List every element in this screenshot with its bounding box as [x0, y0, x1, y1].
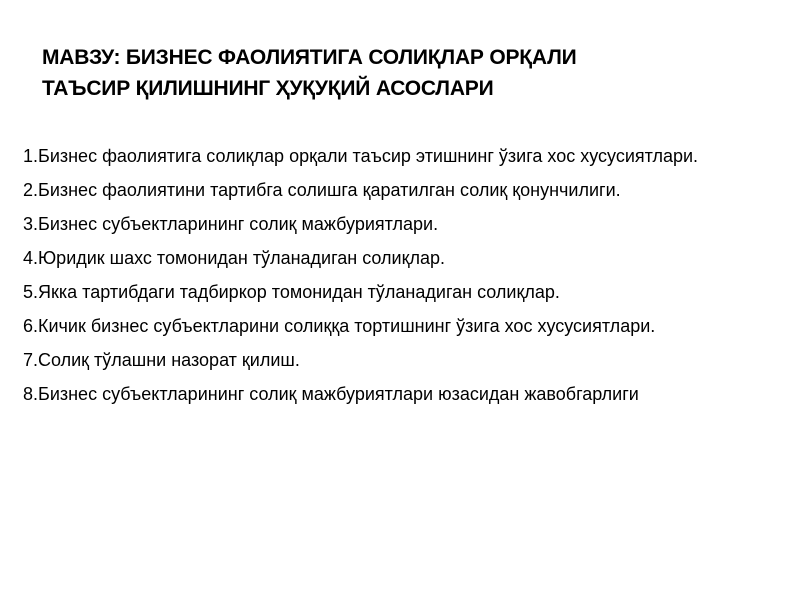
- list-item-number: 3.: [22, 214, 38, 234]
- list-item-text: Юридик шахс томонидан тўланадиган солиқлар.: [38, 248, 445, 268]
- topic-list: [0, 142, 712, 414]
- slide-title-line-1: МАВЗУ: БИЗНЕС ФАОЛИЯТИГА СОЛИҚЛАР ОРҚАЛИ: [42, 46, 577, 69]
- list-item-number: 8.: [22, 384, 38, 404]
- list-item: [0, 346, 712, 375]
- list-item-number: 5.: [22, 282, 38, 302]
- list-item-number: 1.: [22, 146, 38, 166]
- list-item: [0, 312, 712, 341]
- list-item: [0, 142, 712, 171]
- list-item: [0, 380, 712, 409]
- list-item-text: Кичик бизнес субъектларини солиққа тортишнинг ўзига хос хусусиятлари.: [38, 316, 656, 336]
- list-item-number: 6.: [22, 316, 38, 336]
- list-item-text: Бизнес субъектларининг солиқ мажбуриятлари юзасидан жавобгарлиги: [38, 384, 639, 404]
- list-item-number: 2.: [22, 180, 38, 200]
- list-item-text: Бизнес фаолиятига солиқлар орқали таъсир этишнинг ўзига хос хусусиятлари.: [38, 146, 699, 166]
- list-item-text: Якка тартибдаги тадбиркор томонидан тўланадиган солиқлар.: [38, 282, 560, 302]
- list-item: [0, 210, 712, 239]
- list-item-number: 4.: [22, 248, 38, 268]
- list-item-text: Солиқ тўлашни назорат қилиш.: [38, 350, 300, 370]
- list-item-text: Бизнес субъектларининг солиқ мажбуриятлари.: [38, 214, 439, 234]
- list-item: [0, 176, 712, 205]
- list-item-number: 7.: [22, 350, 38, 370]
- slide-title: [42, 42, 742, 104]
- slide-title-line-2: ТАЪСИР ҚИЛИШНИНГ ҲУҚУҚИЙ АСОСЛАРИ: [42, 77, 494, 100]
- list-item: [0, 244, 712, 273]
- list-item: [0, 278, 712, 307]
- list-item-text: Бизнес фаолиятини тартибга солишга қаратилган солиқ қонунчилиги.: [38, 180, 621, 200]
